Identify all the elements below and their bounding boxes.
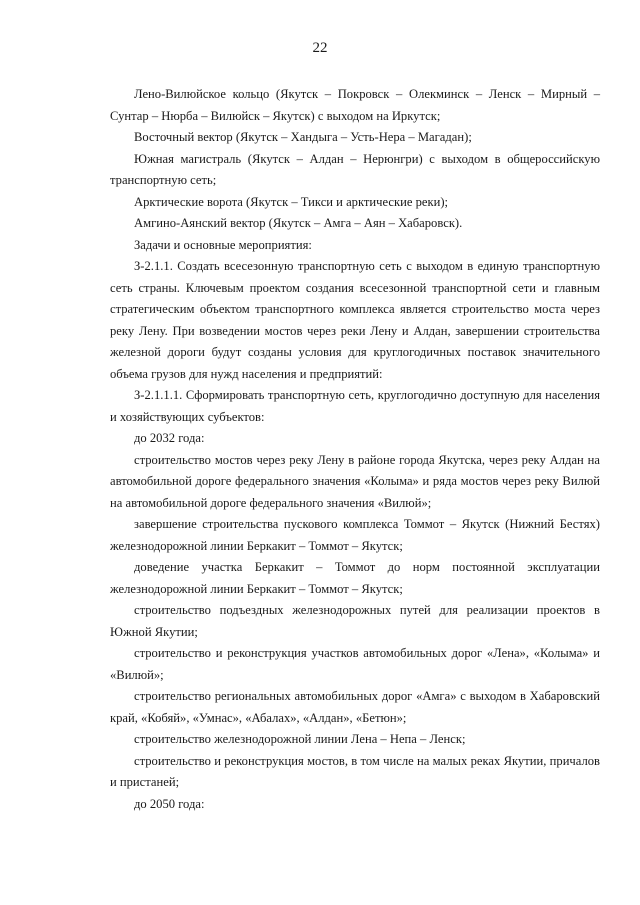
paragraph-tommot-yakutsk: завершение строительства пускового комплекса Томмот – Якутск (Нижний Бестях) железнодорожной линии Беркакит – Томмот – Якутск; [110, 517, 600, 553]
paragraph-bridges-lena-aldan: строительство мостов через реку Лену в районе города Якутска, через реку Алдан на автомобильной дороге федерального значения «Колыма» и ряда мостов через реку Вилюй на автомобильной дороге федерального значения «Вилюй»; [110, 452, 600, 510]
paragraph-federal-roads: строительство и реконструкция участков автомобильных дорог «Лена», «Колыма» и «Вилюй»; [110, 646, 600, 682]
paragraph-tasks-heading: Задачи и основные мероприятия: [134, 237, 312, 252]
paragraph-access-railways: строительство подъездных железнодорожных путей для реализации проектов в Южной Якутии; [110, 603, 600, 639]
paragraph-regional-roads: строительство региональных автомобильных дорог «Амга» с выходом в Хабаровский край, «Кобяй», «Умнас», «Абалах», «Алдан», «Бетюн»; [110, 689, 600, 725]
paragraph-amga-ayan-vector: Амгино-Аянский вектор (Якутск – Амга – Аян – Хабаровск). [134, 216, 463, 230]
paragraph-task-2-1-1-1: З-2.1.1.1. Сформировать транспортную сеть, круглогодично доступную для населения и хозяйствующих субъектов: [110, 388, 600, 424]
paragraph-until-2032: до 2032 года: [134, 431, 205, 445]
paragraph-southern-highway: Южная магистраль (Якутск – Алдан – Нерюнгри) с выходом в общероссийскую транспортную сеть; [110, 151, 600, 187]
paragraph-lena-nepa-lensk: строительство железнодорожной линии Лена – Непа – Ленск; [134, 732, 466, 746]
paragraph-task-2-1-1: З-2.1.1. Создать всесезонную транспортную сеть с выходом в единую транспортную сеть страны. Ключевым проектом создания всесезонной транспортной сети и главным стратегическим объектом транспортного комплекса является строительство моста через реку Лену. При возведении мостов через реки Лену и Алдан, завершении строительства железной дороги будут созданы условия для круглогодичных поставок значительного объема грузов для нужд населения и предприятий: [110, 259, 600, 381]
paragraph-arctic-gates: Арктические ворота (Якутск – Тикси и арктические реки); [134, 194, 449, 209]
paragraph-until-2050: до 2050 года: [134, 796, 205, 811]
paragraph-berkakit-tommot: доведение участка Беркакит – Томмот до норм постоянной эксплуатации железнодорожной линии Беркакит – Томмот – Якутск; [110, 560, 600, 596]
paragraph-eastern-vector: Восточный вектор (Якутск – Хандыга – Усть-Нера – Магадан); [134, 130, 472, 144]
paragraph-lena-vilyuy-ring: Лено-Вилюйское кольцо (Якутск – Покровск – Олекминск – Ленск – Мирный – Сунтар – Нюрба – Вилюйск – Якутск) с выходом на Иркутск; [110, 87, 600, 123]
body-text [110, 84, 600, 815]
page-number: 22 [312, 40, 328, 56]
paragraph-small-river-bridges: строительство и реконструкция мостов, в том числе на малых реках Якутии, причалов и пристаней; [110, 753, 600, 789]
